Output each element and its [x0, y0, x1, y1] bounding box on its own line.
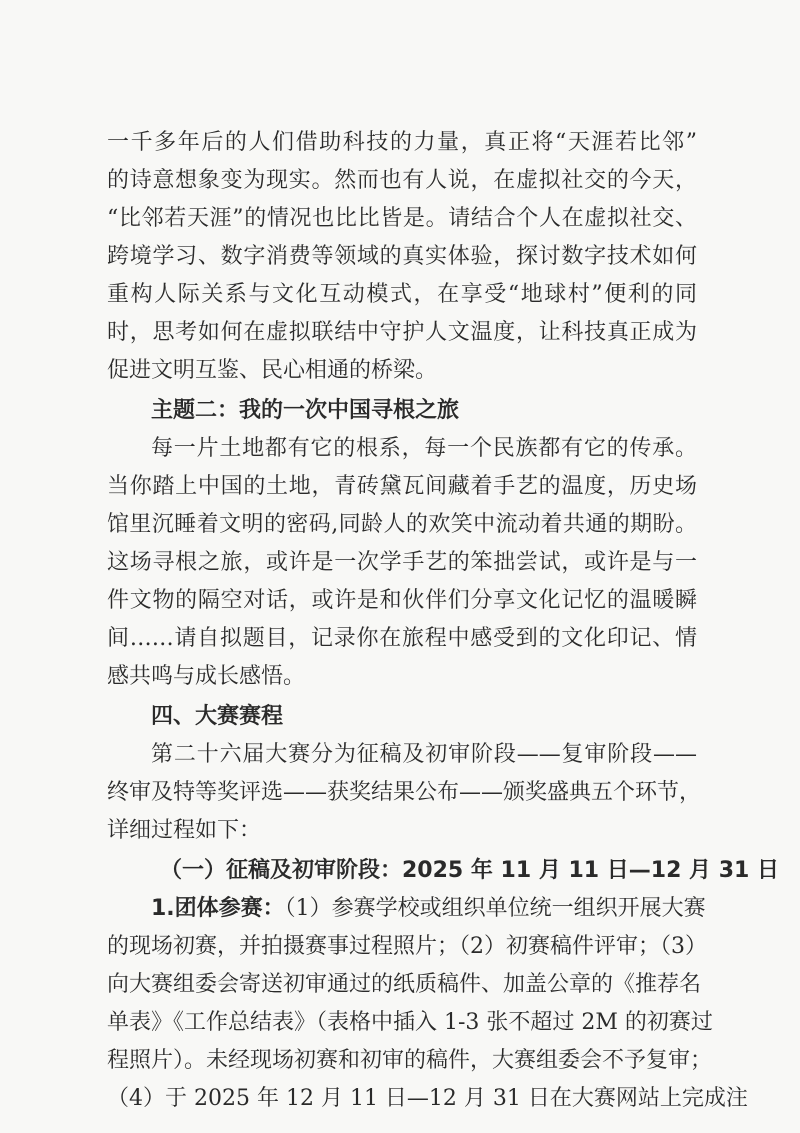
section-heading-theme-two: 主题二：我的一次中国寻根之旅 — [151, 398, 460, 423]
paragraph-line: 第二十六届大赛分为征稿及初审阶段——复审阶段—— — [151, 742, 697, 767]
paragraph-line: 件文物的隔空对话，或许是和伙伴们分享文化记忆的温暖瞬 — [107, 588, 697, 613]
paragraph-line: 促进文明互鉴、民心相通的桥梁。 — [107, 358, 438, 383]
paragraph-line: 程照片）。未经现场初赛和初审的稿件，大赛组委会不予复审； — [107, 1048, 713, 1073]
paragraph-line: 当你踏上中国的土地，青砖黛瓦间藏着手艺的温度，历史场 — [107, 474, 697, 499]
paragraph-line: 感共鸣与成长感悟。 — [107, 664, 306, 689]
paragraph-line: 重构人际关系与文化互动模式，在享受“地球村”便利的同 — [107, 282, 697, 307]
paragraph-line: 的诗意想象变为现实。然而也有人说，在虚拟社交的今天， — [107, 168, 697, 193]
paragraph-line: 间……请自拟题目，记录你在旅程中感受到的文化印记、情 — [107, 626, 697, 651]
paragraph-line: 这场寻根之旅，或许是一次学手艺的笨拙尝试，或许是与一 — [107, 550, 697, 575]
team-entry-label: 1.团体参赛： — [151, 896, 285, 921]
paragraph-line: 的现场初赛，并拍摄赛事过程照片；（2）初赛稿件评审；（3） — [107, 934, 707, 959]
paragraph-line: 每一片土地都有它的根系，每一个民族都有它的传承。 — [151, 436, 697, 461]
paragraph-line: 时，思考如何在虚拟联结中守护人文温度，让科技真正成为 — [107, 320, 697, 345]
paragraph-line: 详细过程如下： — [107, 818, 262, 843]
section-heading-schedule: 四、大赛赛程 — [151, 704, 284, 729]
paragraph-line: 终审及特等奖评选——获奖结果公布——颁奖盛典五个环节， — [107, 780, 702, 805]
paragraph-line: 单表》《工作总结表》（表格中插入 1-3 张不超过 2M 的初赛过 — [107, 1010, 713, 1035]
paragraph-line: 跨境学习、数字消费等领域的真实体验，探讨数字技术如何 — [107, 244, 697, 269]
paragraph-line: （4）于 2025 年 12 月 11 日—12 月 31 日在大赛网站上完成注 — [107, 1086, 748, 1111]
paragraph-line: 一千多年后的人们借助科技的力量，真正将“天涯若比邻” — [107, 130, 697, 155]
paragraph-line: “比邻若天涯”的情况也比比皆是。请结合个人在虚拟社交、 — [107, 206, 697, 231]
paragraph-line-team-entry — [151, 894, 706, 924]
subsection-heading-stage-one: （一）征稿及初审阶段：2025 年 11 月 11 日—12 月 31 日 — [160, 858, 779, 883]
paragraph-line: 馆里沉睡着文明的密码,同龄人的欢笑中流动着共通的期盼。 — [107, 512, 697, 537]
team-entry-text: （1）参赛学校或组织单位统一组织开展大赛 — [284, 896, 706, 921]
paragraph-line: 向大赛组委会寄送初审通过的纸质稿件、加盖公章的《推荐名 — [107, 972, 702, 997]
